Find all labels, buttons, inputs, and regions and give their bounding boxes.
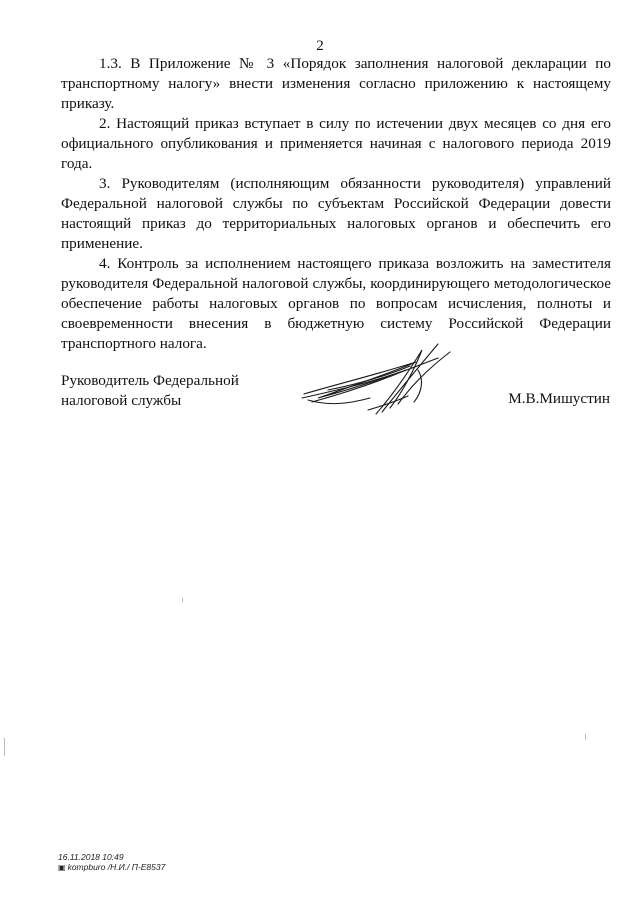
footer-timestamp: 16.11.2018 10:49 <box>58 852 124 862</box>
paragraph-3: 3. Руководителям (исполняющим обязанности руководителя) управлений Федеральной налоговой службы по субъектам Российской Федерации довести настоящий приказ до территориальных налоговых органов и обеспечить его применение. <box>61 175 611 252</box>
footer <box>58 852 165 873</box>
document-icon: ▣ <box>58 863 66 872</box>
signatory-position <box>61 371 239 411</box>
signatory-position-line2: налоговой службы <box>61 392 182 409</box>
paragraph-1-3: 1.3. В Приложение № 3 «Порядок заполнения налоговой декларации по транспортному налогу» внести изменения согласно приложению к настоящему приказу. <box>61 55 611 112</box>
handwritten-signature <box>298 340 468 420</box>
scan-speck <box>4 738 5 756</box>
page-number: 2 <box>316 38 324 54</box>
signatory-position-line1: Руководитель Федеральной <box>61 372 239 389</box>
signatory-name: М.В.Мишустин <box>508 390 610 407</box>
footer-path: kompburo /Н.И./ П-Е8537 <box>67 862 166 872</box>
paragraph-4: 4. Контроль за исполнением настоящего приказа возложить на заместителя руководителя Федеральной налоговой службы, координирующего методологическое обеспечение работы налоговых органов по вопросам исчисления, полноты и своевременности внесения в бюджетную систему Российской Федерации транспортного налога. <box>61 255 611 352</box>
scan-speck <box>585 734 586 740</box>
scan-speck <box>182 598 183 602</box>
footer-path-line <box>58 862 165 873</box>
paragraph-2: 2. Настоящий приказ вступает в силу по истечении двух месяцев со дня его официального опубликования и применяется начиная с налогового периода 2019 года. <box>61 115 611 172</box>
document-body <box>61 54 611 354</box>
